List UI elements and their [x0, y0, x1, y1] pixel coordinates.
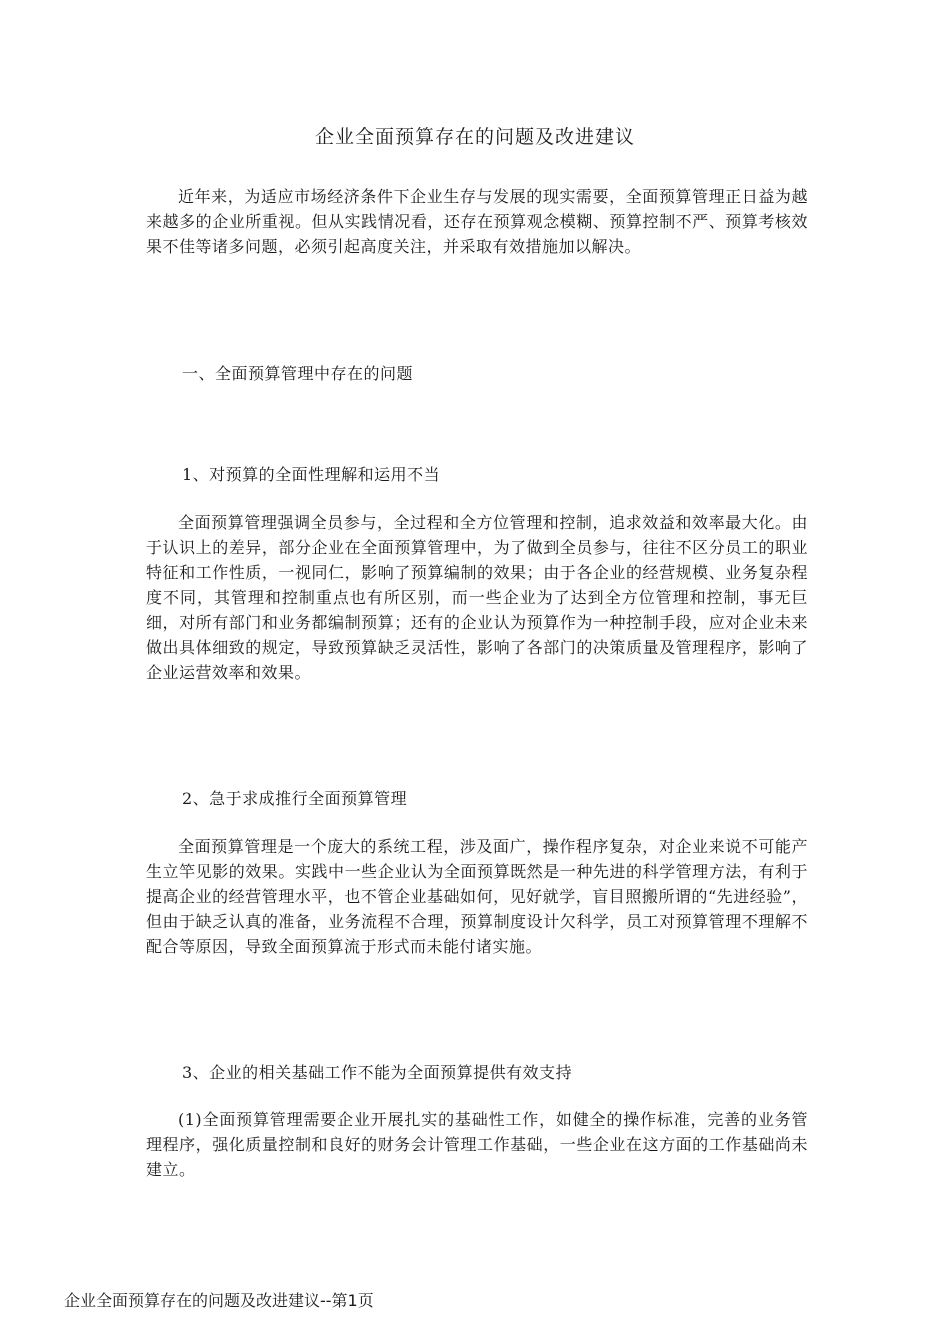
page-footer: 企业全面预算存在的问题及改进建议--第1页 — [64, 1291, 374, 1310]
subsection-body-3 — [146, 1107, 808, 1182]
subsection-text-1: 全面预算管理强调全员参与，全过程和全方位管理和控制，追求效益和效率最大化。由于认识上的差异，部分企业在全面预算管理中，为了做到全员参与，往往不区分员工的职业特征和工作性质，一视同仁，影响了预算编制的效果；由于各企业的经营规模、业务复杂程度不同，其管理和控制重点也有所区别，而一些企业为了达到全方位管理和控制，事无巨细，对所有部门和业务都编制预算；还有的企业认为预算作为一种控制手段，应对企业未来做出具体细致的规定，导致预算缺乏灵活性，影响了各部门的决策质量及管理程序，影响了企业运营效率和效果。 — [146, 513, 808, 682]
document-title: 企业全面预算存在的问题及改进建议 — [314, 126, 635, 148]
subsection-body-1 — [146, 510, 808, 685]
subsection-heading-3: 3、企业的相关基础工作不能为全面预算提供有效支持 — [182, 1063, 573, 1082]
section-heading-1: 一、全面预算管理中存在的问题 — [182, 364, 414, 383]
subsection-text-2: 全面预算管理是一个庞大的系统工程，涉及面广，操作程序复杂，对企业来说不可能产生立竿见影的效果。实践中一些企业认为全面预算既然是一种先进的科学管理方法，有利于提高企业的经营管理水平，也不管企业基础如何，见好就学，盲目照搬所谓的“先进经验”，但由于缺乏认真的准备，业务流程不合理，预算制度设计欠科学，员工对预算管理不理解不配合等原因，导致全面预算流于形式而未能付诸实施。 — [146, 837, 808, 956]
intro-paragraph — [146, 184, 808, 259]
intro-text: 近年来，为适应市场经济条件下企业生存与发展的现实需要，全面预算管理正日益为越来越多的企业所重视。但从实践情况看，还存在预算观念模糊、预算控制不严、预算考核效果不佳等诸多问题，必须引起高度关注，并采取有效措施加以解决。 — [146, 187, 808, 256]
subsection-heading-1: 1、对预算的全面性理解和运用不当 — [182, 465, 441, 484]
subsection-text-3: (1)全面预算管理需要企业开展扎实的基础性工作，如健全的操作标准，完善的业务管理程序，强化质量控制和良好的财务会计管理工作基础，一些企业在这方面的工作基础尚未建立。 — [146, 1110, 808, 1179]
subsection-heading-2: 2、急于求成推行全面预算管理 — [182, 789, 408, 808]
subsection-body-2 — [146, 834, 808, 959]
